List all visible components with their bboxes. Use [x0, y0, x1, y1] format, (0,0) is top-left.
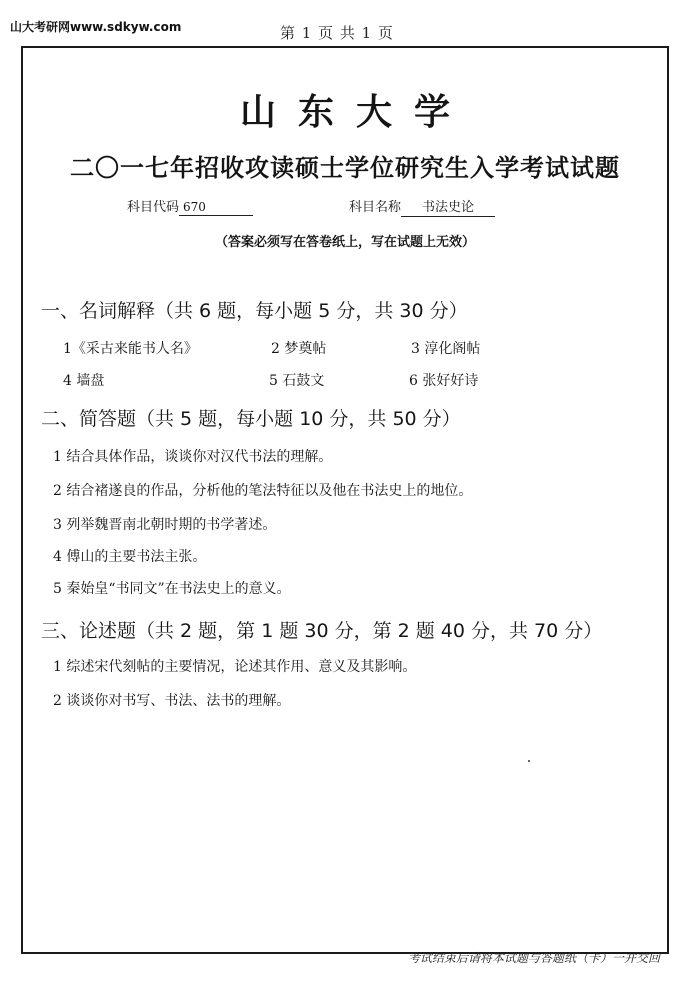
scan-speck: [528, 760, 530, 762]
question-item: 2 谈谈你对书写、书法、法书的理解。: [53, 693, 291, 709]
question-item: 4 傅山的主要书法主张。: [53, 549, 207, 565]
question-item: 3 淳化阁帖: [411, 341, 481, 357]
page-count: 第 1 页 共 1 页: [280, 24, 394, 42]
exam-title: 二〇一七年招收攻读硕士学位研究生入学考试试题: [70, 153, 620, 182]
subject-code-value: 670: [179, 199, 253, 216]
question-item: 1《采古来能书人名》: [63, 341, 198, 357]
question-item: 5 秦始皇“书同文”在书法史上的意义。: [53, 581, 291, 597]
subject-code-field: [127, 196, 253, 216]
answer-notice: （答案必须写在答卷纸上，写在试题上无效）: [214, 235, 475, 250]
subject-code-label: 科目代码: [127, 200, 180, 215]
subject-name-field: [349, 196, 495, 217]
subject-name-label: 科目名称: [349, 200, 402, 215]
university-title: 山东大学: [239, 91, 472, 133]
question-item: 6 张好好诗: [409, 373, 479, 389]
question-item: 4 墙盘: [63, 373, 105, 389]
question-item: 3 列举魏晋南北朝时期的书学著述。: [53, 517, 277, 533]
question-item: 2 结合褚遂良的作品，分析他的笔法特征以及他在书法史上的地位。: [53, 483, 473, 499]
footer-instruction: 考试结束后请将本试题与答题纸（卡）一并交回: [407, 951, 660, 965]
exam-paper-frame: [21, 46, 669, 954]
question-item: 1 结合具体作品，谈谈你对汉代书法的理解。: [53, 449, 333, 465]
question-item: 5 石鼓文: [269, 373, 325, 389]
question-item: 1 综述宋代刻帖的主要情况，论述其作用、意义及其影响。: [53, 659, 417, 675]
subject-name-value: 书法史论: [401, 200, 495, 217]
section-heading: 二、简答题（共 5 题，每小题 10 分，共 50 分）: [41, 408, 461, 430]
section-heading: 三、论述题（共 2 题，第 1 题 30 分，第 2 题 40 分，共 70 分）: [41, 620, 603, 642]
site-watermark: 山大考研网www.sdkyw.com: [10, 20, 182, 34]
section-heading: 一、名词解释（共 6 题，每小题 5 分，共 30 分）: [41, 300, 468, 322]
question-item: 2 梦奠帖: [271, 341, 327, 357]
